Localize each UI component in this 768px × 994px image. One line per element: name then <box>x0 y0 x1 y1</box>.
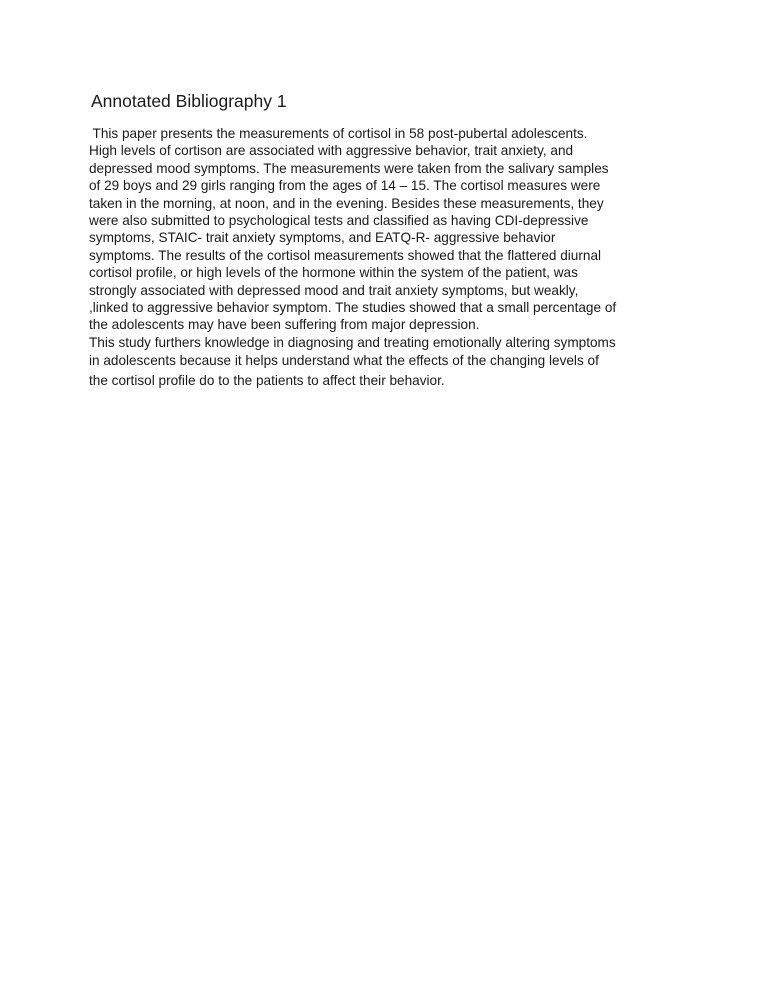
paragraph-line: symptoms. The results of the cortisol measurements showed that the flattered diurnal <box>89 247 602 263</box>
paragraph-line: depressed mood symptoms. The measurements were taken from the salivary samples <box>89 160 609 176</box>
document-title: Annotated Bibliography 1 <box>91 91 287 111</box>
paragraph-line: This paper presents the measurements of cortisol in 58 post-pubertal adolescents. <box>89 126 588 141</box>
paragraph-line: in adolescents because it helps understand what the effects of the changing levels of <box>89 353 599 369</box>
paragraph-line: taken in the morning, at noon, and in the evening. Besides these measurements, they <box>89 195 604 211</box>
paragraph-line: cortisol profile, or high levels of the hormone within the system of the patient, was <box>89 265 578 281</box>
document-body <box>89 125 689 391</box>
paragraph-line: strongly associated with depressed mood and trait anxiety symptoms, but weakly, <box>89 282 579 298</box>
paragraph-line: High levels of cortison are associated with aggressive behavior, trait anxiety, and <box>89 143 574 159</box>
paragraph-line: This study furthers knowledge in diagnosing and treating emotionally altering symptoms <box>89 334 616 350</box>
paragraph-line: were also submitted to psychological tests and classified as having CDI-depressive <box>89 212 589 228</box>
paragraph-2 <box>89 334 689 391</box>
paragraph-line: symptoms, STAIC- trait anxiety symptoms, and EATQ-R- aggressive behavior <box>89 230 556 246</box>
paragraph-line: of 29 boys and 29 girls ranging from the ages of 14 – 15. The cortisol measures were <box>89 178 601 194</box>
paragraph-line: the adolescents may have been suffering from major depression. <box>89 317 480 333</box>
paragraph-line: ,linked to aggressive behavior symptom. The studies showed that a small percentage of <box>89 299 617 315</box>
paragraph-1 <box>89 125 689 334</box>
paragraph-line: the cortisol profile do to the patients to affect their behavior. <box>89 373 445 389</box>
